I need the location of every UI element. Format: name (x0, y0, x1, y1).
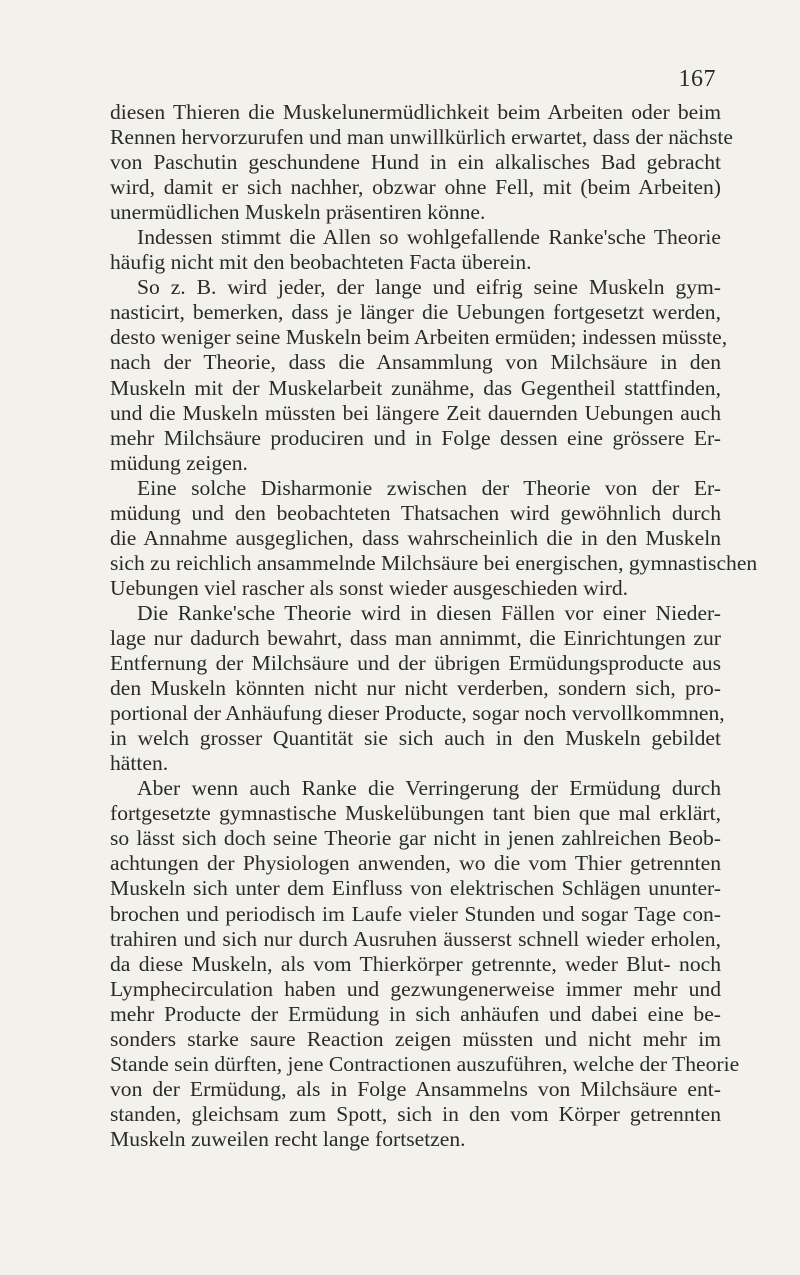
text-line: Muskeln sich unter dem Einfluss von elektrischen Schlägen ununter- (110, 876, 721, 901)
text-line: wird, damit er sich nachher, obzwar ohne Fell, mit (beim Arbeiten) (110, 175, 721, 200)
text-line: Entfernung der Milchsäure und der übrigen Ermüdungsproducte aus (110, 651, 721, 676)
text-line: Stande sein dürften, jene Contractionen auszuführen, welche der Theorie (110, 1051, 740, 1076)
text-line: So z. B. wird jeder, der lange und eifrig seine Muskeln gym- (137, 275, 721, 300)
text-line: Indessen stimmt die Allen so wohlgefallende Ranke'sche Theorie (137, 225, 721, 250)
text-line: den Muskeln könnten nicht nur nicht verderben, sondern sich, pro- (110, 676, 721, 701)
text-line: unermüdlichen Muskeln präsentiren könne. (110, 200, 486, 225)
text-line: Lymphecirculation haben und gezwungenerweise immer mehr und (110, 976, 721, 1001)
text-line: sich zu reichlich ansammelnde Milchsäure bei energischen, gymnastischen (110, 550, 758, 575)
text-line: nasticirt, bemerken, dass je länger die Uebungen fortgesetzt werden, (110, 300, 721, 325)
text-line: Uebungen viel rascher als sonst wieder ausgeschieden wird. (110, 575, 629, 600)
text-line: brochen und periodisch im Laufe vieler Stunden und sogar Tage con- (110, 901, 721, 926)
text-line: in welch grosser Quantität sie sich auch in den Muskeln gebildet (110, 726, 721, 751)
text-line: nach der Theorie, dass die Ansammlung von Milchsäure in den (110, 350, 721, 375)
text-line: da diese Muskeln, als vom Thierkörper getrennte, weder Blut- noch (110, 951, 721, 976)
text-line: Die Ranke'sche Theorie wird in diesen Fällen vor einer Nieder- (137, 600, 721, 625)
text-line: müdung zeigen. (110, 450, 248, 475)
text-line: Eine solche Disharmonie zwischen der Theorie von der Er- (137, 475, 721, 500)
text-line: desto weniger seine Muskeln beim Arbeiten ermüden; indessen müsste, (110, 325, 728, 350)
text-line: häufig nicht mit den beobachteten Facta überein. (110, 250, 532, 275)
text-line: Rennen hervorzurufen und man unwillkürlich erwartet, dass der nächste (110, 125, 734, 150)
text-line: achtungen der Physiologen anwenden, wo die vom Thier getrennten (110, 851, 721, 876)
text-line: von der Ermüdung, als in Folge Ansammelns von Milchsäure ent- (110, 1076, 721, 1101)
body-text (110, 100, 758, 1152)
text-line: diesen Thieren die Muskelunermüdlichkeit beim Arbeiten oder beim (110, 100, 721, 124)
text-line: müdung und den beobachteten Thatsachen wird gewöhnlich durch (110, 500, 721, 525)
text-line: sonders starke saure Reaction zeigen müssten und nicht mehr im (110, 1026, 721, 1051)
text-line: Muskeln zuweilen recht lange fortsetzen. (110, 1126, 466, 1151)
text-line: Muskeln mit der Muskelarbeit zunähme, das Gegentheil stattfinden, (110, 375, 721, 400)
text-line: trahiren und sich nur durch Ausruhen äusserst schnell wieder erholen, (110, 926, 721, 951)
text-line: fortgesetzte gymnastische Muskelübungen tant bien que mal erklärt, (110, 801, 721, 826)
text-line: standen, gleichsam zum Spott, sich in den vom Körper getrennten (110, 1101, 721, 1126)
text-line: die Annahme ausgeglichen, dass wahrscheinlich die in den Muskeln (110, 525, 721, 550)
text-line: und die Muskeln müssten bei längere Zeit dauernden Uebungen auch (110, 400, 721, 425)
text-line: mehr Milchsäure produciren und in Folge dessen eine grössere Er- (110, 425, 721, 450)
text-line: Aber wenn auch Ranke die Verringerung der Ermüdung durch (137, 776, 721, 801)
text-line: lage nur dadurch bewahrt, dass man annimmt, die Einrichtungen zur (110, 625, 721, 650)
text-line: mehr Producte der Ermüdung in sich anhäufen und dabei eine be- (110, 1001, 721, 1026)
text-line: von Paschutin geschundene Hund in ein alkalisches Bad gebracht (110, 150, 721, 175)
page-number: 167 (678, 66, 716, 92)
text-line: hätten. (110, 751, 169, 776)
text-line: so lässt sich doch seine Theorie gar nicht in jenen zahlreichen Beob- (110, 826, 721, 851)
text-line: portional der Anhäufung dieser Producte, sogar noch vervollkommnen, (110, 701, 725, 726)
